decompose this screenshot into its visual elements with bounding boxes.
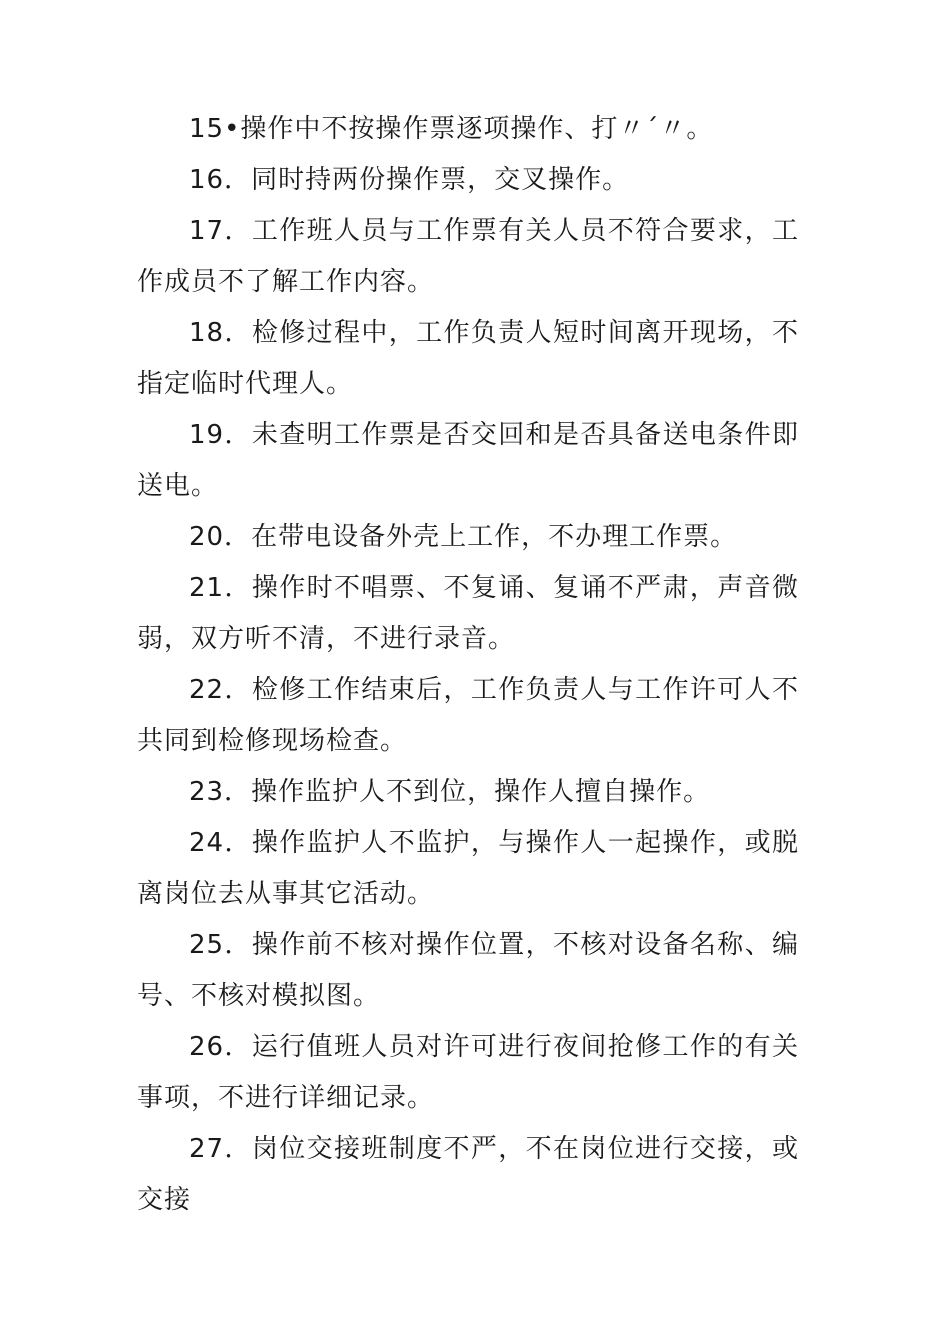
paragraph-23: 23．操作监护人不到位，操作人擅自操作。 — [189, 777, 711, 807]
paragraph-20: 20．在带电设备外壳上工作，不办理工作票。 — [189, 522, 738, 552]
paragraph-21: 21．操作时不唱票、不复诵、复诵不严肃，声音微弱，双方听不清，不进行录音。 — [137, 573, 799, 654]
paragraph-27: 27．岗位交接班制度不严，不在岗位进行交接，或交接 — [137, 1134, 799, 1215]
paragraph-18: 18．检修过程中，工作负责人短时间离开现场，不指定临时代理人。 — [137, 318, 799, 399]
paragraph-24: 24．操作监护人不监护，与操作人一起操作，或脱离岗位去从事其它活动。 — [137, 828, 799, 909]
paragraph-19: 19．未查明工作票是否交回和是否具备送电条件即送电。 — [137, 420, 799, 501]
paragraph-17: 17．工作班人员与工作票有关人员不符合要求，工作成员不了解工作内容。 — [137, 216, 799, 297]
paragraph-15: 15•操作中不按操作票逐项操作、打〃ˊ〃。 — [189, 114, 714, 144]
paragraph-26: 26．运行值班人员对许可进行夜间抢修工作的有关事项，不进行详细记录。 — [137, 1032, 799, 1113]
paragraph-25: 25．操作前不核对操作位置，不核对设备名称、编号、不核对模拟图。 — [137, 930, 799, 1011]
document-body — [137, 104, 799, 1226]
paragraph-16: 16．同时持两份操作票，交叉操作。 — [189, 165, 630, 195]
paragraph-22: 22．检修工作结束后，工作负责人与工作许可人不共同到检修现场检查。 — [137, 675, 799, 756]
